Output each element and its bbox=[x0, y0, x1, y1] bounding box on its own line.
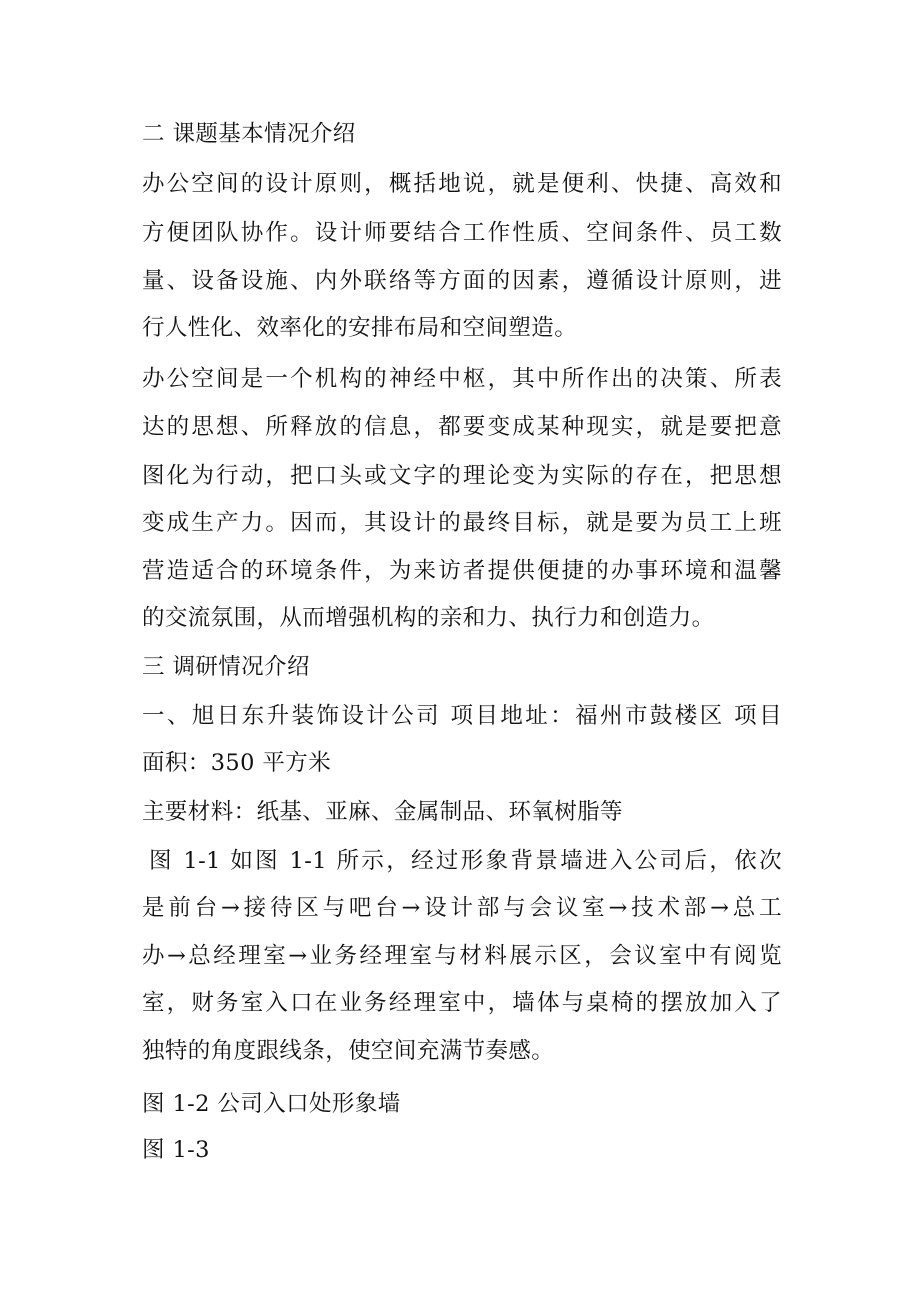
paragraph-line: 图 1-1 如图 1-1 所示，经过形象背景墙进入公司后，依次 bbox=[149, 848, 782, 874]
paragraph-line: 室，财务室入口在业务经理室中，墙体与桌椅的摆放加入了 bbox=[142, 990, 782, 1016]
paragraph-line: 行人性化、效率化的安排布局和空间塑造。 bbox=[142, 315, 578, 341]
figure-caption: 图 1-2 公司入口处形象墙 bbox=[142, 1091, 401, 1117]
paragraph-line: 独特的角度跟线条，使空间充满节奏感。 bbox=[142, 1038, 555, 1064]
paragraph-line: 是前台→接待区与吧台→设计部与会议室→技术部→总工 bbox=[142, 895, 782, 921]
paragraph-line: 办公空间的设计原则，概括地说，就是便利、快捷、高效和 bbox=[142, 171, 782, 197]
section-heading: 三 调研情况介绍 bbox=[142, 654, 310, 680]
paragraph-line: 变成生产力。因而，其设计的最终目标，就是要为员工上班 bbox=[142, 510, 782, 536]
paragraph-line: 营造适合的环境条件，为来访者提供便捷的办事环境和温馨 bbox=[142, 558, 782, 584]
paragraph-line: 达的思想、所释放的信息，都要变成某种现实，就是要把意 bbox=[142, 414, 782, 440]
paragraph-line: 办→总经理室→业务经理室与材料展示区，会议室中有阅览 bbox=[142, 943, 782, 969]
paragraph-line: 办公空间是一个机构的神经中枢，其中所作出的决策、所表 bbox=[142, 366, 782, 392]
section-heading: 二 课题基本情况介绍 bbox=[142, 121, 356, 147]
paragraph-line: 图化为行动，把口头或文字的理论变为实际的存在，把思想 bbox=[142, 463, 782, 489]
paragraph-line: 一、旭日东升装饰设计公司 项目地址：福州市鼓楼区 项目 bbox=[142, 703, 782, 729]
paragraph-line: 方便团队协作。设计师要结合工作性质、空间条件、员工数 bbox=[142, 220, 782, 246]
paragraph-line: 面积：350 平方米 bbox=[142, 750, 332, 776]
figure-caption: 图 1-3 bbox=[142, 1137, 210, 1163]
paragraph-line: 的交流氛围，从而增强机构的亲和力、执行力和创造力。 bbox=[142, 605, 715, 631]
materials-line: 主要材料：纸基、亚麻、金属制品、环氧树脂等 bbox=[142, 799, 623, 825]
paragraph-line: 量、设备设施、内外联络等方面的因素，遵循设计原则，进 bbox=[142, 268, 782, 294]
